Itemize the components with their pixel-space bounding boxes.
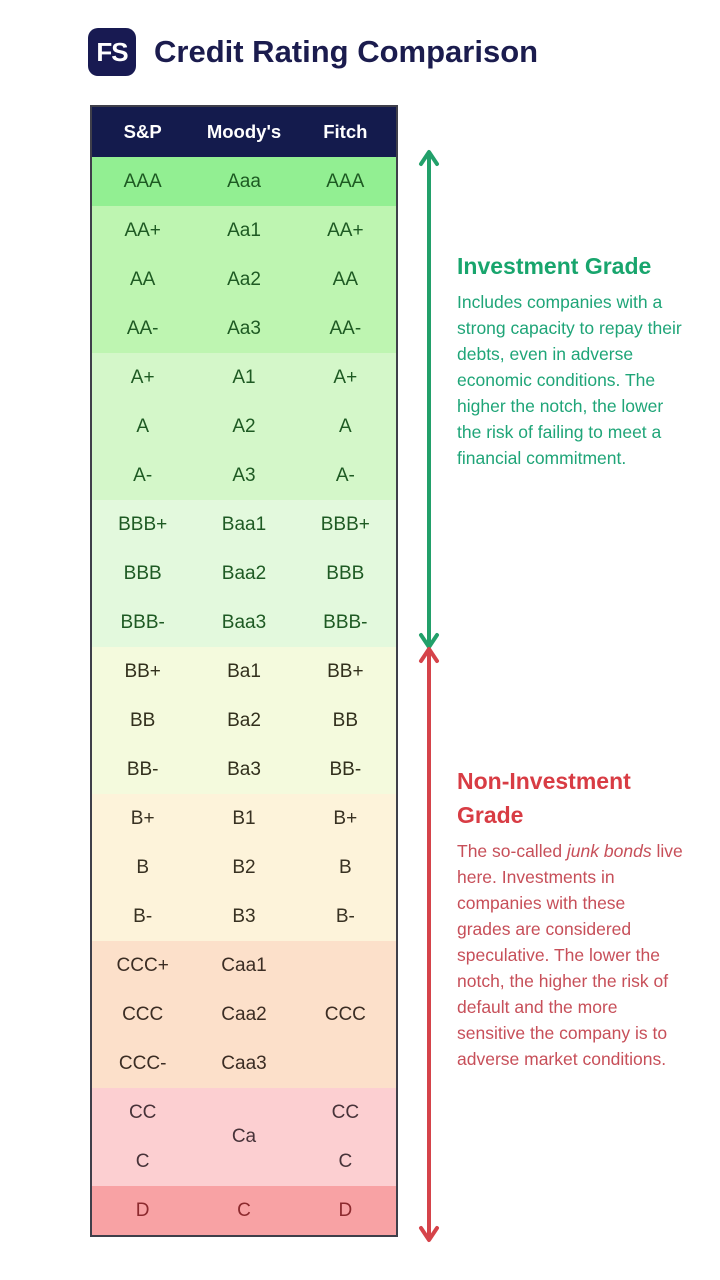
table-row: [92, 1137, 396, 1186]
rating-cell-sp: D: [135, 1199, 150, 1221]
table-row: [92, 500, 396, 549]
rating-cell-sp: CCC-: [118, 1052, 167, 1074]
rating-table-header: [92, 107, 396, 157]
rating-cell-moody: Aaa: [227, 170, 261, 192]
rating-cell-moody: Baa3: [221, 611, 267, 633]
rating-cell-sp: A: [136, 415, 149, 437]
rating-cell-moody: Ba3: [227, 758, 261, 780]
rating-table: [90, 105, 398, 1237]
non-investment-grade-description: The so-called junk bonds live here. Investments in companies with these grades are considered speculative. The lower the notch, the higher the risk of default and the more sensitive the company is to adverse market conditions.: [457, 841, 683, 1069]
rating-cell-sp: B+: [130, 807, 155, 829]
rating-cell-moody: C: [237, 1199, 251, 1221]
table-row: [92, 304, 396, 353]
table-row: [92, 353, 396, 402]
non-investment-grade-title: Non-Investment Grade: [457, 768, 631, 828]
rating-cell-fitch: BB-: [329, 758, 362, 780]
rating-cell-sp: BBB: [123, 562, 162, 584]
page-title: Credit Rating Comparison: [154, 34, 539, 69]
rating-cell-moody: A1: [232, 366, 256, 388]
table-row: [92, 794, 396, 843]
table-row: [92, 696, 396, 745]
investment-grade-note: [457, 249, 683, 471]
rating-cell-fitch: BBB-: [323, 611, 368, 633]
rating-cell-fitch: AA+: [327, 219, 364, 241]
moody-ca-span-label: Ca: [231, 1126, 257, 1147]
column-header-fitch: Fitch: [323, 121, 368, 142]
rating-cell-moody: Baa2: [221, 562, 267, 584]
rating-table-body: [92, 157, 396, 1235]
rating-cell-sp: CCC: [122, 1003, 164, 1025]
rating-cell-fitch: A: [338, 415, 352, 437]
table-row: [92, 206, 396, 255]
fs-logo-icon: FS: [88, 28, 136, 76]
non-investment-grade-note: [457, 764, 683, 1072]
table-row: [92, 843, 396, 892]
rating-cell-sp: A+: [130, 366, 155, 388]
rating-cell-moody: Aa1: [227, 219, 261, 241]
rating-cell-sp: AA-: [126, 317, 159, 339]
rating-cell-fitch: CC: [331, 1101, 360, 1123]
rating-cell-sp: AA+: [124, 219, 161, 241]
rating-cell-moody: Caa3: [221, 1052, 267, 1074]
rating-cell-sp: AAA: [123, 170, 162, 192]
table-row: [92, 549, 396, 598]
rating-cell-sp: CC: [128, 1101, 157, 1123]
rating-cell-fitch: AA-: [329, 317, 362, 339]
table-row: [92, 1039, 396, 1088]
rating-cell-fitch: A+: [333, 366, 358, 388]
non-investment-grade-arrow: [417, 646, 441, 1243]
rating-cell-sp: AA: [129, 268, 156, 290]
rating-cell-fitch: A-: [335, 464, 355, 486]
rating-cell-moody: A3: [232, 464, 256, 486]
rating-cell-fitch: AA: [332, 268, 358, 290]
rating-cell-fitch: B+: [333, 807, 358, 829]
table-row: [92, 892, 396, 941]
rating-cell-sp: BB-: [126, 758, 159, 780]
rating-cell-sp: BB+: [124, 660, 161, 682]
rating-cell-moody: B2: [232, 856, 256, 878]
table-row: [92, 647, 396, 696]
investment-grade-description: Includes companies with a strong capacity to repay their debts, even in adverse economic conditions. The higher the notch, the lower the risk of failing to meet a financial commitment.: [457, 292, 682, 468]
rating-cell-moody: B1: [232, 807, 256, 829]
table-row: [92, 451, 396, 500]
rating-cell-fitch: B: [338, 856, 352, 878]
rating-cell-fitch: CCC: [324, 1003, 366, 1025]
rating-cell-sp: B: [136, 856, 149, 878]
rating-cell-moody: Aa3: [227, 317, 261, 339]
rating-cell-sp: BB: [129, 709, 156, 731]
table-row: [92, 941, 396, 990]
rating-cell-fitch: BB+: [327, 660, 364, 682]
table-row: [92, 1088, 396, 1137]
rating-cell-moody: Ba2: [227, 709, 261, 731]
rating-cell-moody: Caa1: [221, 954, 267, 976]
rating-cell-sp: CCC+: [116, 954, 169, 976]
rating-cell-moody: Aa2: [227, 268, 261, 290]
column-header-moody: Moody's: [206, 121, 282, 142]
rating-cell-moody: Ba1: [227, 660, 261, 682]
investment-grade-arrow: [417, 149, 441, 650]
rating-cell-sp: C: [135, 1150, 150, 1172]
rating-cell-fitch: AAA: [326, 170, 365, 192]
rating-cell-moody: B3: [232, 905, 256, 927]
rating-cell-moody: Baa1: [221, 513, 267, 535]
rating-cell-sp: A-: [133, 464, 153, 486]
table-row: [92, 402, 396, 451]
table-row: [92, 1186, 396, 1235]
table-row: [92, 255, 396, 304]
table-row: [92, 745, 396, 794]
rating-cell-fitch: BBB: [326, 562, 365, 584]
rating-cell-fitch: BB: [332, 709, 358, 731]
rating-cell-fitch: C: [338, 1150, 353, 1172]
rating-cell-fitch: B-: [335, 905, 355, 927]
table-row: [92, 990, 396, 1039]
rating-cell-sp: B-: [133, 905, 153, 927]
rating-cell-sp: BBB-: [120, 611, 165, 633]
table-row: [92, 157, 396, 206]
rating-cell-fitch: D: [338, 1199, 353, 1221]
rating-cell-sp: BBB+: [118, 513, 168, 535]
rating-cell-moody: Caa2: [221, 1003, 267, 1025]
table-row: [92, 598, 396, 647]
investment-grade-title: Investment Grade: [457, 253, 652, 279]
rating-cell-fitch: BBB+: [320, 513, 370, 535]
rating-cell-moody: A2: [232, 415, 256, 437]
column-header-sp: S&P: [123, 121, 162, 142]
